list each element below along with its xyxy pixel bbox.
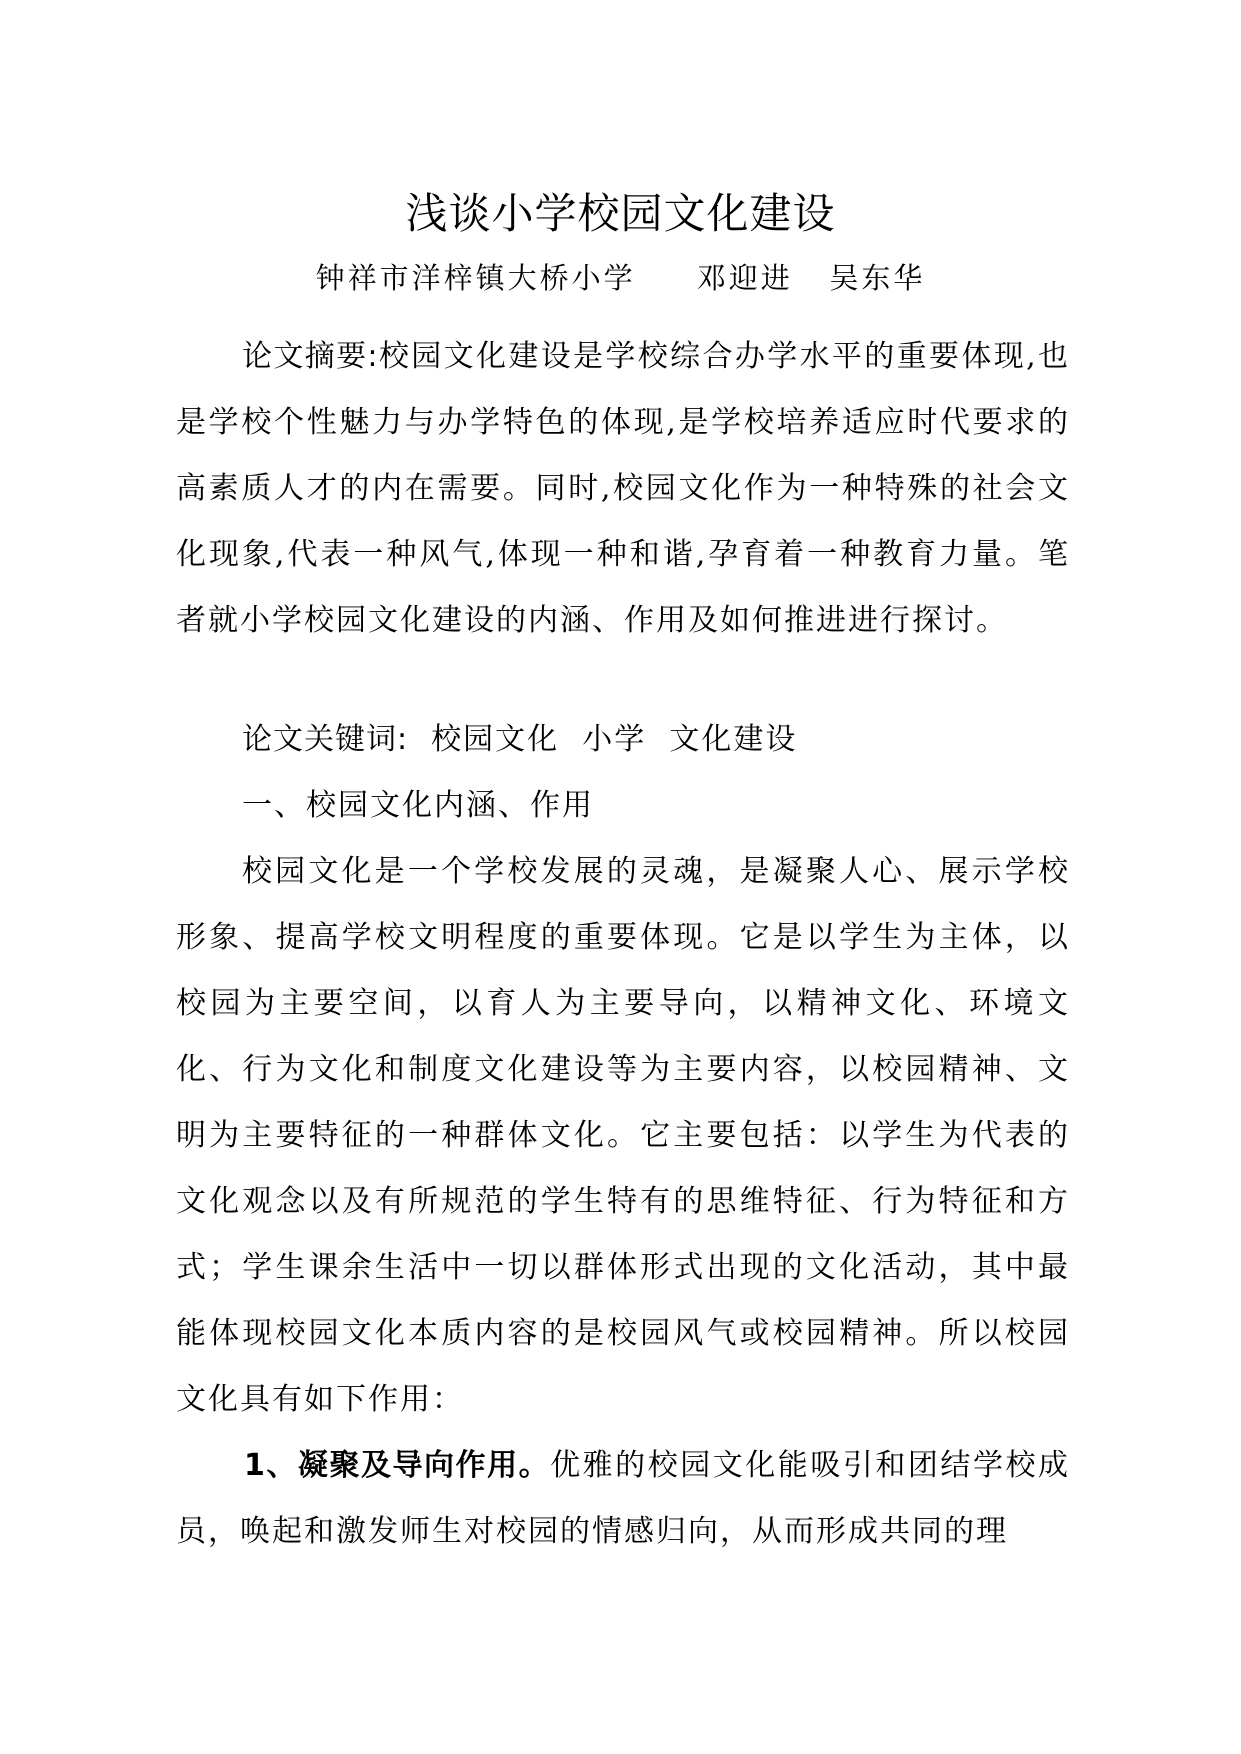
document-title: 浅谈小学校园文化建设 xyxy=(405,189,836,238)
author-line: 钟祥市洋梓镇大桥小学 邓迎进 吴东华 xyxy=(315,261,926,295)
abstract-paragraph xyxy=(176,324,1070,654)
abstract-text: 校园文化建设是学校综合办学水平的重要体现,也是学校个性魅力与办学特色的体现,是学校培养适应时代要求的高素质人才的内在需要。同时,校园文化作为一种特殊的社会文化现象,代表一种风气,体现一种和谐,孕育着一种教育力量。笔者就小学校园文化建设的内涵、作用及如何推进进行探讨。 xyxy=(176,339,1070,638)
point-text: 优雅的校园文化能吸引和团结学校成员，唤起和激发师生对校园的情感归向，从而形成共同的理 xyxy=(176,1448,1070,1549)
section-heading: 一、校园文化内涵、作用 xyxy=(242,788,594,823)
keywords-text: 校园文化 小学 文化建设 xyxy=(408,722,798,757)
abstract-label: 论文摘要: xyxy=(242,339,379,374)
keywords-paragraph xyxy=(176,707,1070,773)
section-paragraph: 校园文化是一个学校发展的灵魂，是凝聚人心、展示学校形象、提高学校文明程度的重要体现。它是以学生为主体，以校园为主要空间，以育人为主要导向，以精神文化、环境文化、行为文化和制度文化建设等为主要内容，以校园精神、文明为主要特征的一种群体文化。它主要包括：以学生为代表的文化观念以及有所规范的学生特有的思维特征、行为特征和方式；学生课余生活中一切以群体形式出现的文化活动，其中最能体现校园文化本质内容的是校园风气或校园精神。所以校园文化具有如下作用： xyxy=(176,854,1070,1417)
point-label: 1、凝聚及导向作用。 xyxy=(244,1448,551,1483)
point-paragraph xyxy=(176,1433,1070,1565)
keywords-label: 论文关键词: xyxy=(242,722,409,757)
